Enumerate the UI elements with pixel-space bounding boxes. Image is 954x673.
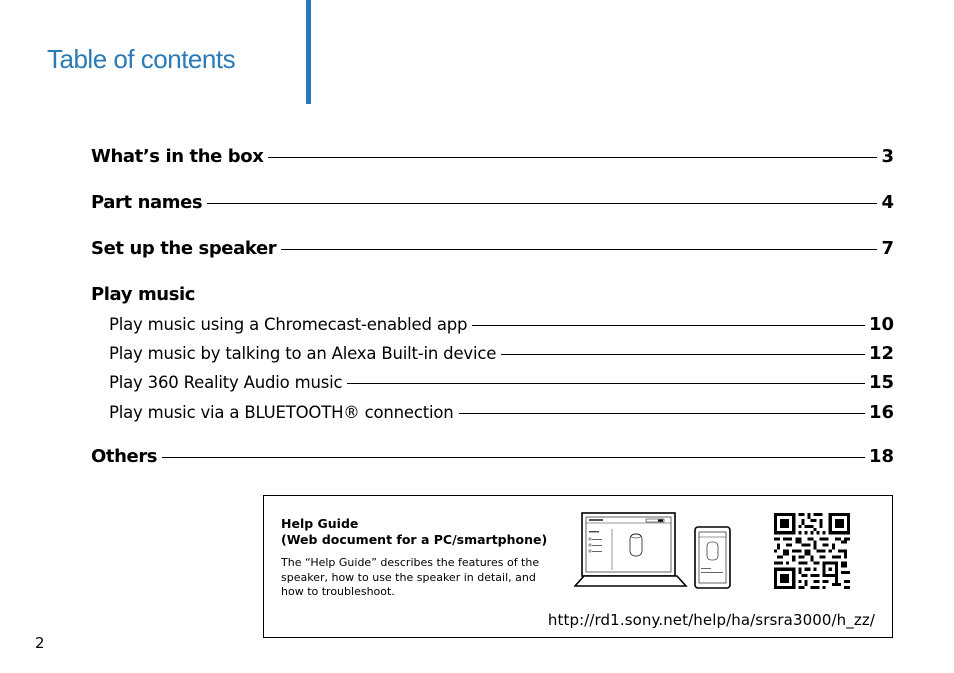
toc-page-number: 4 [881, 192, 894, 213]
toc-entry-part-names[interactable] [91, 192, 894, 213]
toc-entry-whats-in-the-box[interactable] [91, 146, 894, 167]
page-number: 2 [35, 634, 45, 652]
leader-line [459, 413, 865, 414]
leader-line [501, 354, 865, 355]
leader-line [472, 325, 865, 326]
toc-label: What’s in the box [91, 146, 264, 167]
page-title: Table of contents [47, 44, 236, 74]
toc-label: Others [91, 446, 158, 467]
help-guide-box [263, 495, 893, 638]
toc-entry-others[interactable] [91, 446, 894, 467]
toc-label: Play 360 Reality Audio music [109, 373, 343, 392]
toc-page-number: 15 [868, 372, 894, 393]
accent-bar [306, 0, 311, 104]
laptop-and-phone-icon [574, 512, 734, 592]
help-guide-title [281, 516, 547, 548]
leader-line [347, 383, 865, 384]
toc-section-play-music: Play music [91, 284, 196, 305]
toc-page-number: 7 [881, 238, 894, 259]
toc-entry-bluetooth[interactable] [109, 402, 894, 423]
leader-line [281, 249, 877, 250]
help-guide-description: The “Help Guide” describes the features of the speaker, how to use the speaker in detail, and how to troubleshoot. [281, 556, 540, 598]
toc-page-number: 18 [868, 446, 894, 467]
toc-label: Play music via a BLUETOOTH® connection [109, 403, 454, 422]
toc-page-number: 12 [868, 343, 894, 364]
help-guide-title-line2: (Web document for a PC/smartphone) [281, 532, 548, 547]
toc-entry-set-up-the-speaker[interactable] [91, 238, 894, 259]
help-guide-url[interactable]: http://rd1.sony.net/help/ha/srsra3000/h_zz/ [547, 611, 875, 629]
leader-line [207, 203, 877, 204]
toc-entry-360-reality-audio[interactable] [109, 372, 894, 393]
toc-label: Set up the speaker [91, 238, 277, 259]
toc-page-number: 10 [868, 314, 894, 335]
toc-label: Play music using a Chromecast-enabled app [109, 315, 468, 334]
toc-entry-chromecast[interactable] [109, 314, 894, 335]
help-guide-title-line1: Help Guide [281, 516, 359, 531]
toc-entry-alexa[interactable] [109, 343, 894, 364]
leader-line [268, 157, 877, 158]
toc-label: Part names [91, 192, 203, 213]
leader-line [162, 457, 865, 458]
toc-page-number: 16 [868, 402, 894, 423]
toc-label: Play music by talking to an Alexa Built-in device [109, 344, 497, 363]
toc-page-number: 3 [881, 146, 894, 167]
qr-code-icon [774, 513, 850, 589]
